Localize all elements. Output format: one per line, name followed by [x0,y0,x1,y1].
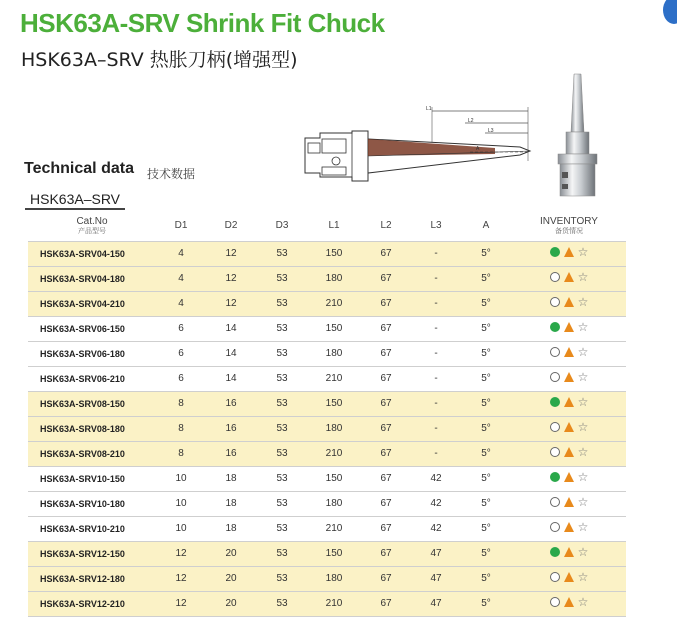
cell-l3: - [412,241,460,266]
cell-cat-no: HSK63A-SRV08-150 [28,391,156,416]
dim-label-l2: L2 [468,118,474,124]
cell-inventory [512,291,626,316]
cell-l2: 67 [360,341,412,366]
out-of-stock-circle-icon [550,422,560,432]
triangle-icon [564,272,574,282]
cell-a: 5° [460,316,512,341]
cell-d2: 18 [206,491,256,516]
cell-inventory [512,516,626,541]
cell-inventory [512,341,626,366]
cell-d1: 6 [156,366,206,391]
cell-cat-no: HSK63A-SRV10-180 [28,491,156,516]
cell-d1: 4 [156,291,206,316]
cell-a: 5° [460,466,512,491]
cell-l1: 180 [308,491,360,516]
table-row [28,516,626,541]
cell-l1: 210 [308,366,360,391]
cell-l1: 210 [308,441,360,466]
cell-d2: 16 [206,391,256,416]
cell-l1: 180 [308,566,360,591]
cell-l3: - [412,291,460,316]
in-stock-dot-icon [550,547,560,557]
header-inventory [512,211,626,241]
cell-d1: 12 [156,566,206,591]
star-icon: ☆ [577,420,589,434]
star-icon: ☆ [577,570,589,584]
header-d1: D1 [156,211,206,241]
cell-cat-no: HSK63A-SRV10-210 [28,516,156,541]
triangle-icon [564,247,574,257]
star-icon: ☆ [577,545,589,559]
cell-d3: 53 [256,441,308,466]
table-row [28,441,626,466]
cell-l3: 47 [412,591,460,616]
cell-d3: 53 [256,266,308,291]
dim-label-l1: L1 [426,106,432,112]
cell-d1: 10 [156,466,206,491]
corner-badge[interactable] [663,0,677,24]
cell-l2: 67 [360,316,412,341]
table-row [28,541,626,566]
cell-a: 5° [460,541,512,566]
out-of-stock-circle-icon [550,347,560,357]
out-of-stock-circle-icon [550,447,560,457]
cell-a: 5° [460,291,512,316]
cell-a: 5° [460,391,512,416]
table-row [28,291,626,316]
triangle-icon [564,497,574,507]
cell-cat-no: HSK63A-SRV04-150 [28,241,156,266]
cell-inventory [512,541,626,566]
cell-d2: 18 [206,516,256,541]
cell-cat-no: HSK63A-SRV12-180 [28,566,156,591]
cell-d2: 12 [206,291,256,316]
table-row [28,341,626,366]
table-row [28,466,626,491]
header-d2: D2 [206,211,256,241]
page-subtitle-cn: HSK63A–SRV 热胀刀柄(增强型) [21,49,298,71]
header-a: A [460,211,512,241]
cell-l2: 67 [360,266,412,291]
cell-d2: 14 [206,366,256,391]
model-label: HSK63A–SRV [30,191,121,207]
cell-l1: 180 [308,341,360,366]
cell-a: 5° [460,416,512,441]
cell-l2: 67 [360,491,412,516]
cell-d3: 53 [256,466,308,491]
cell-d1: 6 [156,316,206,341]
cell-d1: 8 [156,441,206,466]
cell-l2: 67 [360,441,412,466]
cell-d3: 53 [256,241,308,266]
star-icon: ☆ [577,270,589,284]
cell-l1: 150 [308,541,360,566]
header-l1: L1 [308,211,360,241]
cell-a: 5° [460,441,512,466]
cell-a: 5° [460,591,512,616]
triangle-icon [564,572,574,582]
triangle-icon [564,547,574,557]
cell-inventory [512,391,626,416]
out-of-stock-circle-icon [550,497,560,507]
star-icon: ☆ [577,245,589,259]
table-body [28,241,626,616]
star-icon: ☆ [577,495,589,509]
technical-drawing [300,103,545,193]
cell-d3: 53 [256,591,308,616]
cell-cat-no: HSK63A-SRV10-150 [28,466,156,491]
cell-l3: 42 [412,516,460,541]
cell-cat-no: HSK63A-SRV04-210 [28,291,156,316]
cell-a: 5° [460,341,512,366]
cell-d1: 12 [156,541,206,566]
cell-a: 5° [460,566,512,591]
cell-d3: 53 [256,341,308,366]
cell-l2: 67 [360,416,412,441]
cell-d3: 53 [256,366,308,391]
table-row [28,241,626,266]
in-stock-dot-icon [550,322,560,332]
out-of-stock-circle-icon [550,272,560,282]
cell-a: 5° [460,266,512,291]
triangle-icon [564,522,574,532]
in-stock-dot-icon [550,247,560,257]
header-l2: L2 [360,211,412,241]
triangle-icon [564,322,574,332]
table-row [28,566,626,591]
cell-l2: 67 [360,466,412,491]
star-icon: ☆ [577,395,589,409]
in-stock-dot-icon [550,397,560,407]
table-row [28,591,626,616]
triangle-icon [564,597,574,607]
spec-table [28,211,626,617]
dim-label-a: A [476,146,480,152]
cell-d1: 10 [156,516,206,541]
out-of-stock-circle-icon [550,597,560,607]
dim-label-l3: L3 [488,128,494,134]
cell-d2: 12 [206,241,256,266]
cell-cat-no: HSK63A-SRV06-180 [28,341,156,366]
cell-cat-no: HSK63A-SRV12-150 [28,541,156,566]
cell-l3: - [412,416,460,441]
star-icon: ☆ [577,520,589,534]
cell-l3: 47 [412,541,460,566]
cell-l3: - [412,266,460,291]
cell-inventory [512,416,626,441]
cell-cat-no: HSK63A-SRV08-210 [28,441,156,466]
cell-l1: 210 [308,291,360,316]
cell-inventory [512,316,626,341]
cell-a: 5° [460,516,512,541]
model-underline [25,208,125,210]
cell-l3: 47 [412,566,460,591]
cell-d3: 53 [256,566,308,591]
cell-l3: 42 [412,466,460,491]
out-of-stock-circle-icon [550,372,560,382]
cell-l1: 210 [308,591,360,616]
triangle-icon [564,372,574,382]
cell-l3: - [412,316,460,341]
triangle-icon [564,297,574,307]
cell-l2: 67 [360,241,412,266]
cell-l2: 67 [360,291,412,316]
star-icon: ☆ [577,595,589,609]
cell-d1: 8 [156,391,206,416]
in-stock-dot-icon [550,472,560,482]
out-of-stock-circle-icon [550,297,560,307]
header-d3: D3 [256,211,308,241]
cell-l3: - [412,366,460,391]
table-row [28,391,626,416]
cell-d3: 53 [256,541,308,566]
cell-d2: 20 [206,591,256,616]
cell-inventory [512,441,626,466]
table-row [28,491,626,516]
triangle-icon [564,447,574,457]
cell-l3: - [412,441,460,466]
cell-d3: 53 [256,416,308,441]
cell-l3: - [412,391,460,416]
triangle-icon [564,347,574,357]
star-icon: ☆ [577,445,589,459]
cell-a: 5° [460,366,512,391]
cell-inventory [512,491,626,516]
cell-l2: 67 [360,366,412,391]
star-icon: ☆ [577,370,589,384]
cell-d3: 53 [256,491,308,516]
cell-d2: 20 [206,541,256,566]
cell-l3: 42 [412,491,460,516]
cell-l3: - [412,341,460,366]
cell-cat-no: HSK63A-SRV12-210 [28,591,156,616]
table-row [28,266,626,291]
cell-inventory [512,466,626,491]
cell-l2: 67 [360,391,412,416]
cell-d1: 4 [156,266,206,291]
cell-l1: 210 [308,516,360,541]
cell-a: 5° [460,241,512,266]
cell-d1: 12 [156,591,206,616]
cell-d1: 8 [156,416,206,441]
header-inventory-cn: 备货情况 [555,227,583,235]
cell-l2: 67 [360,516,412,541]
star-icon: ☆ [577,470,589,484]
product-photo [550,72,610,202]
cell-d2: 16 [206,441,256,466]
table-row [28,416,626,441]
cell-inventory [512,266,626,291]
cell-d2: 16 [206,416,256,441]
section-title: Technical data [24,160,134,177]
header-cat-no-cn: 产品型号 [78,227,106,235]
cell-d2: 20 [206,566,256,591]
header-cat-no-label: Cat.No [76,215,108,227]
header-cat-no [28,211,156,241]
cell-l2: 67 [360,591,412,616]
cell-d1: 4 [156,241,206,266]
cell-l1: 150 [308,466,360,491]
cell-d3: 53 [256,391,308,416]
cell-l1: 150 [308,316,360,341]
star-icon: ☆ [577,345,589,359]
triangle-icon [564,397,574,407]
cell-d2: 14 [206,341,256,366]
cell-inventory [512,366,626,391]
table-row [28,366,626,391]
cell-d1: 6 [156,341,206,366]
cell-d2: 12 [206,266,256,291]
section-title-cn: 技术数据 [147,167,196,181]
out-of-stock-circle-icon [550,522,560,532]
star-icon: ☆ [577,320,589,334]
triangle-icon [564,422,574,432]
cell-l1: 180 [308,266,360,291]
cell-l2: 67 [360,566,412,591]
cell-d2: 14 [206,316,256,341]
cell-d3: 53 [256,291,308,316]
cell-a: 5° [460,491,512,516]
cell-cat-no: HSK63A-SRV08-180 [28,416,156,441]
cell-inventory [512,591,626,616]
triangle-icon [564,472,574,482]
cell-cat-no: HSK63A-SRV06-210 [28,366,156,391]
cell-inventory [512,566,626,591]
cell-d3: 53 [256,316,308,341]
table-header [28,211,626,241]
cell-cat-no: HSK63A-SRV04-180 [28,266,156,291]
cell-cat-no: HSK63A-SRV06-150 [28,316,156,341]
star-icon: ☆ [577,295,589,309]
table-row [28,316,626,341]
cell-d3: 53 [256,516,308,541]
header-inventory-label: INVENTORY [540,215,598,227]
cell-l2: 67 [360,541,412,566]
cell-l1: 150 [308,391,360,416]
cell-l1: 150 [308,241,360,266]
header-l3: L3 [412,211,460,241]
page-title: HSK63A-SRV Shrink Fit Chuck [20,8,385,38]
cell-d1: 10 [156,491,206,516]
cell-d2: 18 [206,466,256,491]
cell-inventory [512,241,626,266]
cell-l1: 180 [308,416,360,441]
out-of-stock-circle-icon [550,572,560,582]
